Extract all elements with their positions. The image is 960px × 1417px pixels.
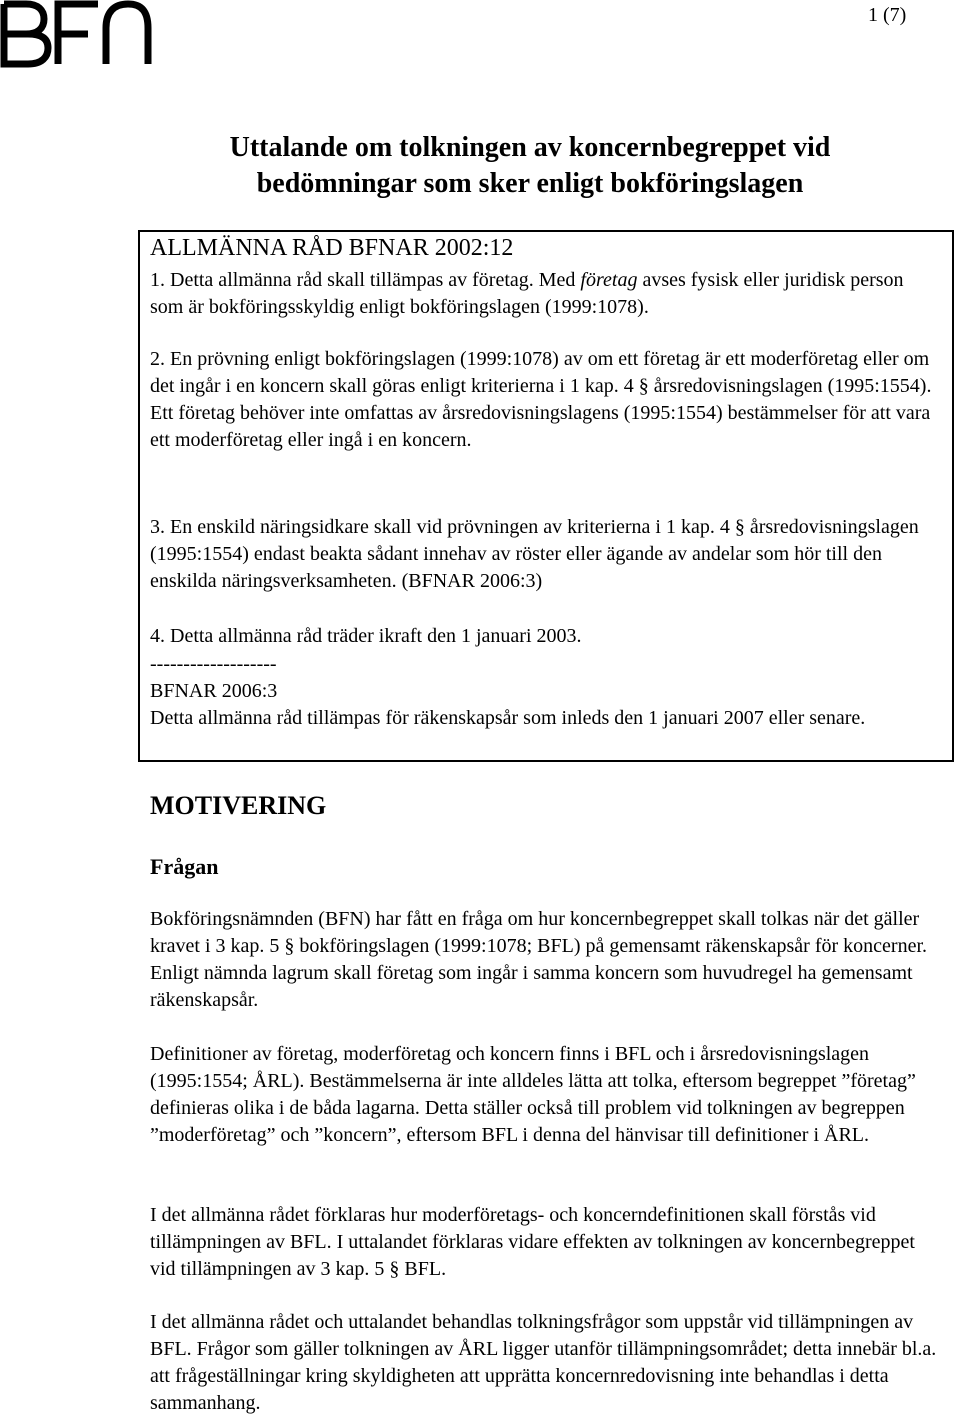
advice-paragraph-3: 3. En enskild näringsidkare skall vid prövningen av kriterierna i 1 kap. 4 § årsredovisningslagen (1995:1554) endast beakta sådant innehav av röster eller ägande av andelar som hör till den enskilda näringsverksamheten. (BFNAR 2006:3) <box>150 516 919 592</box>
separator-dashes: ------------------- <box>150 653 277 675</box>
advice-paragraph-4: 4. Detta allmänna råd träder ikraft den 1 januari 2003. <box>150 625 582 647</box>
advice-p1-text-a: 1. Detta allmänna råd skall tillämpas av företag. Med <box>150 269 581 291</box>
bfn-logo <box>0 0 152 68</box>
fragan-subheading: Frågan <box>150 854 219 879</box>
amendment-reference: BFNAR 2006:3 <box>150 680 278 702</box>
advice-paragraph-2: 2. En prövning enligt bokföringslagen (1999:1078) av om ett företag är ett moderföretag eller om det ingår i en koncern skall göras enligt kriterierna i 1 kap. 4 § årsredovisningslagen (1995:1554). Ett företag behöver inte omfattas av årsredovisningslagens (1995:1554) bestämmelser för att vara ett moderföretag eller ingå i en koncern. <box>150 348 932 451</box>
advice-paragraph-1 <box>150 267 940 321</box>
motivering-heading: MOTIVERING <box>150 791 327 820</box>
motivering-paragraph-4: I det allmänna rådet och uttalandet behandlas tolkningsfrågor som uppstår vid tillämpningen av BFL. Frågor som gäller tolkningen av ÅRL ligger utanför tillämpningsområdet; detta innebär bl.a. att frågeställningar kring skyldigheten att upprätta koncernredovisning inte behandlas i detta sammanhang. <box>150 1311 937 1414</box>
motivering-paragraph-1: Bokföringsnämnden (BFN) har fått en fråga om hur koncernbegreppet skall tolkas när det gäller kravet i 3 kap. 5 § bokföringslagen (1999:1078; BFL) på gemensamt räkenskapsår för koncerner. Enligt nämnda lagrum skall företag som ingår i samma koncern som huvudregel ha gemensamt räkenskapsår. <box>150 908 928 1011</box>
advice-p1-italic-term: företag <box>580 269 638 291</box>
page-number: 1 (7) <box>868 4 907 26</box>
amendment-text: Detta allmänna råd tillämpas för räkenskapsår som inleds den 1 januari 2007 eller senare. <box>150 707 866 729</box>
document-title: Uttalande om tolkningen av koncernbegreppet vid bedömningar som sker enligt bokföringslagen <box>229 132 831 199</box>
general-advice-heading: ALLMÄNNA RÅD BFNAR 2002:12 <box>150 235 514 261</box>
advice-p1-text-b: avses fysisk eller juridisk person som är bokföringsskyldig enligt bokföringslagen (1999:1078). <box>150 269 904 318</box>
motivering-paragraph-3: I det allmänna rådet förklaras hur moderföretags- och koncerndefinitionen skall förstås vid tillämpningen av BFL. I uttalandet förklaras vidare effekten av tolkningen av koncernbegreppet vid tillämpningen av 3 kap. 5 § BFL. <box>150 1204 915 1280</box>
motivering-paragraph-2: Definitioner av företag, moderföretag och koncern finns i BFL och i årsredovisningslagen (1995:1554; ÅRL). Bestämmelserna är inte alldeles lätta att tolka, eftersom begreppet ”företag” definieras olika i de båda lagarna. Detta ställer också till problem vid tolkningen av begreppen ”moderföretag” och ”koncern”, eftersom BFL i denna del hänvisar till definitioner i ÅRL. <box>150 1043 916 1146</box>
